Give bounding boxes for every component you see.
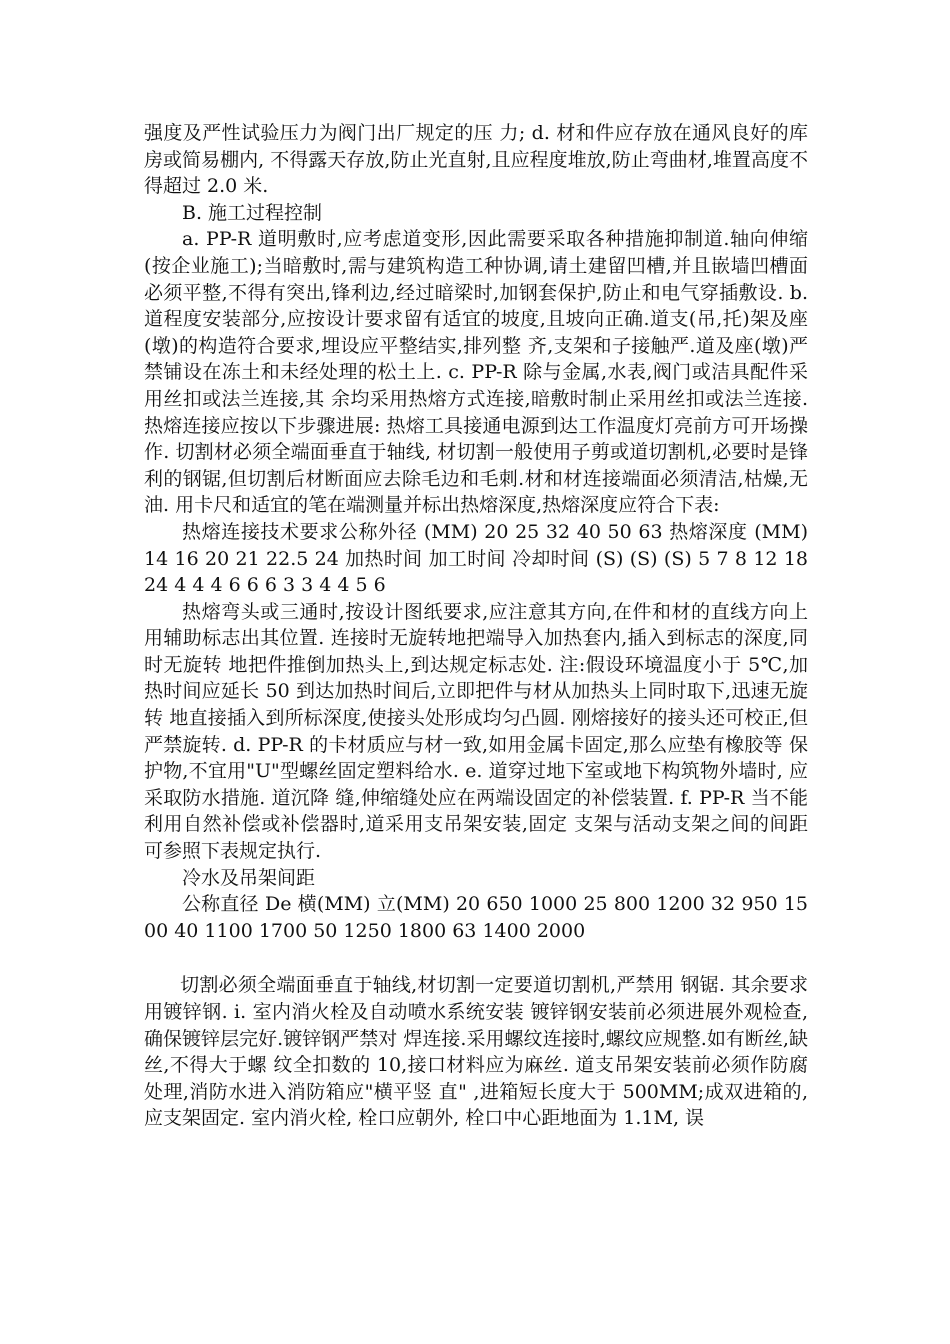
paragraph-fire-hydrant: 切割必须全端面垂直于轴线,材切割一定要道切割机,严禁用 钢锯. 其余要求用镀锌钢. i. 室内消火栓及自动喷水系统安装 镀锌钢安装前必须进展外观检查,确保镀锌层完好.镀锌钢严禁对 焊连接.采用螺纹连接时,螺纹应规整.如有断丝,缺丝,不得大于螺 纹全扣数的 10,接口材料应为麻丝. 道支吊架安装前必须作防腐处理,消防水进入消防箱应"横平竖 直" ,进箱短长度大于 500MM;成双进箱的,应支架固定. 室内消火栓, 栓口应朝外, 栓口中心距地面为 1.1M, 误 (144, 974, 808, 1130)
paragraph-hot-melt-table: 热熔连接技术要求公称外径 (MM) 20 25 32 40 50 63 热熔深度 (MM) 14 16 20 21 22.5 24 加热时间 加工时间 冷却时间 (S) (S) (S) 5 7 8 12 18 24 4 4 4 6 6 6 3 3 4 4 5 6 (144, 520, 808, 597)
paragraph-support-spacing-table: 公称直径 De 横(MM) 立(MM) 20 650 1000 25 800 1200 32 950 1500 40 1100 1700 50 1250 1800 63 1400 2000 (144, 893, 808, 942)
heading-support-spacing: 冷水及吊架间距 (182, 866, 316, 889)
paragraph-material-storage: 强度及严性试验压力为阀门出厂规定的压 力; d. 材和件应存放在通风良好的库房或简易棚内, 不得露天存放,防止光直射,且应程度堆放,防止弯曲材,堆置高度不得超过 2.0 米. (144, 122, 808, 198)
paragraph-ppr-installation: a. PP-R 道明敷时,应考虑道变形,因此需要采取各种措施抑制道.轴向伸缩(按企业施工);当暗敷时,需与建筑构造工种协调,请土建留凹槽,并且嵌墙凹槽面必须平整,不得有突出,锋利边,经过暗梁时,加钢套保护,防止和电气穿插敷设. b. 道程度安装部分,应按设计要求留有适宜的坡度,且坡向正确.道支(吊,托)架及座(墩)的构造符合要求,埋设应平整结实,排列整 齐,支架和子接触严.道及座(墩)严禁铺设在冻土和未经处理的松土上. c. PP-R 除与金属,水表,阀门或洁具配件采用丝扣或法兰连接,其 余均采用热熔方式连接,暗敷时制止采用丝扣或法兰连接.热熔连接应按以下步骤进展: 热熔工具接通电源到达工作温度灯亮前方可开场操作. 切割材必须全端面垂直于轴线, 材切割一般使用子剪或道切割机,必要时是锋利的钢锯,但切割后材断面应去除毛边和毛刺.材和材连接端面必须清洁,枯燥,无油. 用卡尺和适宜的笔在端测量并标出热熔深度,热熔深度应符合下表: (144, 228, 808, 517)
blank-line (144, 944, 808, 972)
document-page (144, 120, 808, 1132)
section-heading-construction-control: B. 施工过程控制 (182, 201, 323, 224)
paragraph-elbow-tee-welding: 热熔弯头或三通时,按设计图纸要求,应注意其方向,在件和材的直线方向上用辅助标志出其位置. 连接时无旋转地把端导入加热套内,插入到标志的深度,同时无旋转 地把件推倒加热头上,到达规定标志处. 注:假设环境温度小于 5℃,加热时间应延长 50 到达加热时间后,立即把件与材从加热头上同时取下,迅速无旋转 地直接插入到所标深度,使接头处形成均匀凸圆. 刚熔接好的接头还可校正,但严禁旋转. d. PP-R 的卡材质应与材一致,如用金属卡固定,那么应垫有橡胶等 保护物,不宜用"U"型螺丝固定塑料给水. e. 道穿过地下室或地下构筑物外墙时, 应采取防水措施. 道沉降 缝,伸缩缝处应在两端设固定的补偿装置. f. PP-R 当不能利用自然补偿或补偿器时,道采用支吊架安装,固定 支架与活动支架之间的间距可参照下表规定执行. (144, 600, 808, 863)
